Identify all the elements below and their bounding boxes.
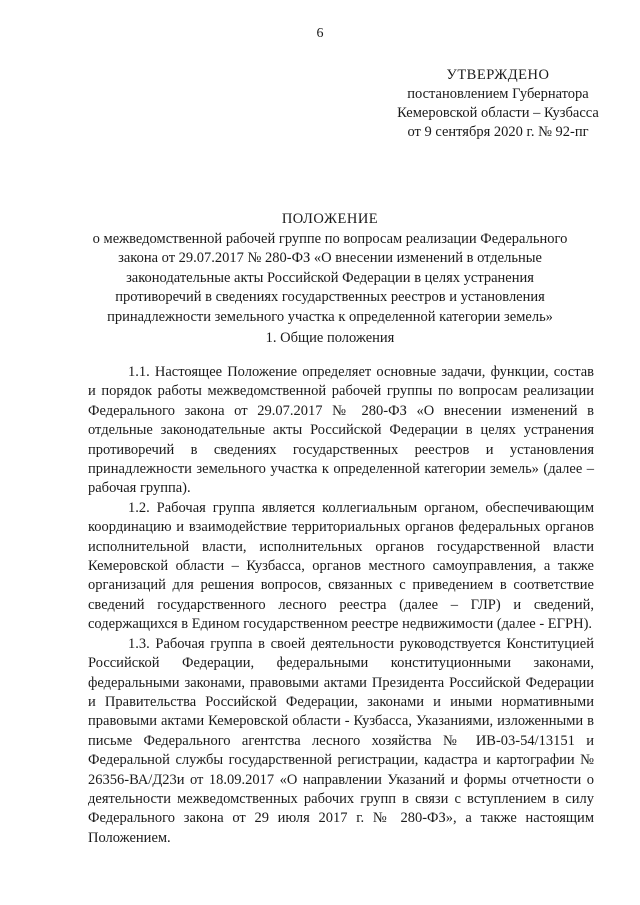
document-subtitle-line: закона от 29.07.2017 № 280-ФЗ «О внесении изменений в отдельные	[118, 250, 542, 266]
approval-title: УТВЕРЖДЕНО	[446, 67, 550, 83]
approval-stamp	[368, 66, 628, 142]
page-number: 6	[316, 26, 324, 41]
document-subtitle-line: принадлежности земельного участка к определенной категории земель»	[107, 308, 553, 325]
paragraph-1-2: 1.2. Рабочая группа является коллегиальным органом, обеспечивающим координацию и взаимодействие территориальных органов федеральных органов исполнительной власти, исполнительных органов государственной власти Кемеровской области – Кузбасса, органов местного самоуправления, а также организаций для решения вопросов, связанных с приведением в соответствие сведений государственного лесного реестра (далее – ГЛР) и сведений, содержащихся в Едином государственном реестре недвижимости (далее - ЕГРН).	[88, 499, 594, 633]
document-subtitle-line: законодательные акты Российской Федерации в целях устранения	[126, 269, 534, 286]
document-title-block	[60, 210, 600, 327]
document-subtitle-line: противоречий в сведениях государственных реестров и установления	[115, 289, 545, 305]
document-subtitle-line: о межведомственной рабочей группе по вопросам реализации Федерального	[92, 230, 568, 247]
document-title: ПОЛОЖЕНИЕ	[281, 211, 379, 227]
approval-line: постановлением Губернатора	[407, 86, 589, 102]
section-heading: 1. Общие положения	[265, 330, 395, 346]
paragraph-1-3: 1.3. Рабочая группа в своей деятельности руководствуется Конституцией Российской Федерации, федеральными конституционными законами, федеральными законами, правовыми актами Президента Российской Федерации и Правительства Российской Федерации, законами и иными нормативными правовыми актами Кемеровской области - Кузбасса, Указаниями, изложенными в письме Федерального агентства лесного хозяйства № ИВ-03-54/13151 и Федеральной службы государственной регистрации, кадастра и картографии № 26356-ВА/Д23и от 18.09.2017 «О направлении Указаний и формы отчетности о деятельности межведомственных рабочих групп в связи с вступлением в силу Федерального закона от 29 июля 2017 г. № 280-ФЗ», а также настоящим Положением.	[88, 635, 594, 846]
section-body	[88, 363, 594, 848]
paragraph-1-1: 1.1. Настоящее Положение определяет основные задачи, функции, состав и порядок работы межведомственной рабочей группы по вопросам реализации Федерального закона от 29.07.2017 № 280-ФЗ «О внесении изменений в отдельные законодательные акты Российской Федерации в целях устранения противоречий в сведениях государственных реестров и установления принадлежности земельного участка к определенной категории земель» (далее – рабочая группа).	[88, 364, 594, 497]
approval-date-line: от 9 сентября 2020 г. № 92-пг	[407, 124, 589, 140]
approval-line: Кемеровской области – Кузбасса	[397, 105, 599, 121]
